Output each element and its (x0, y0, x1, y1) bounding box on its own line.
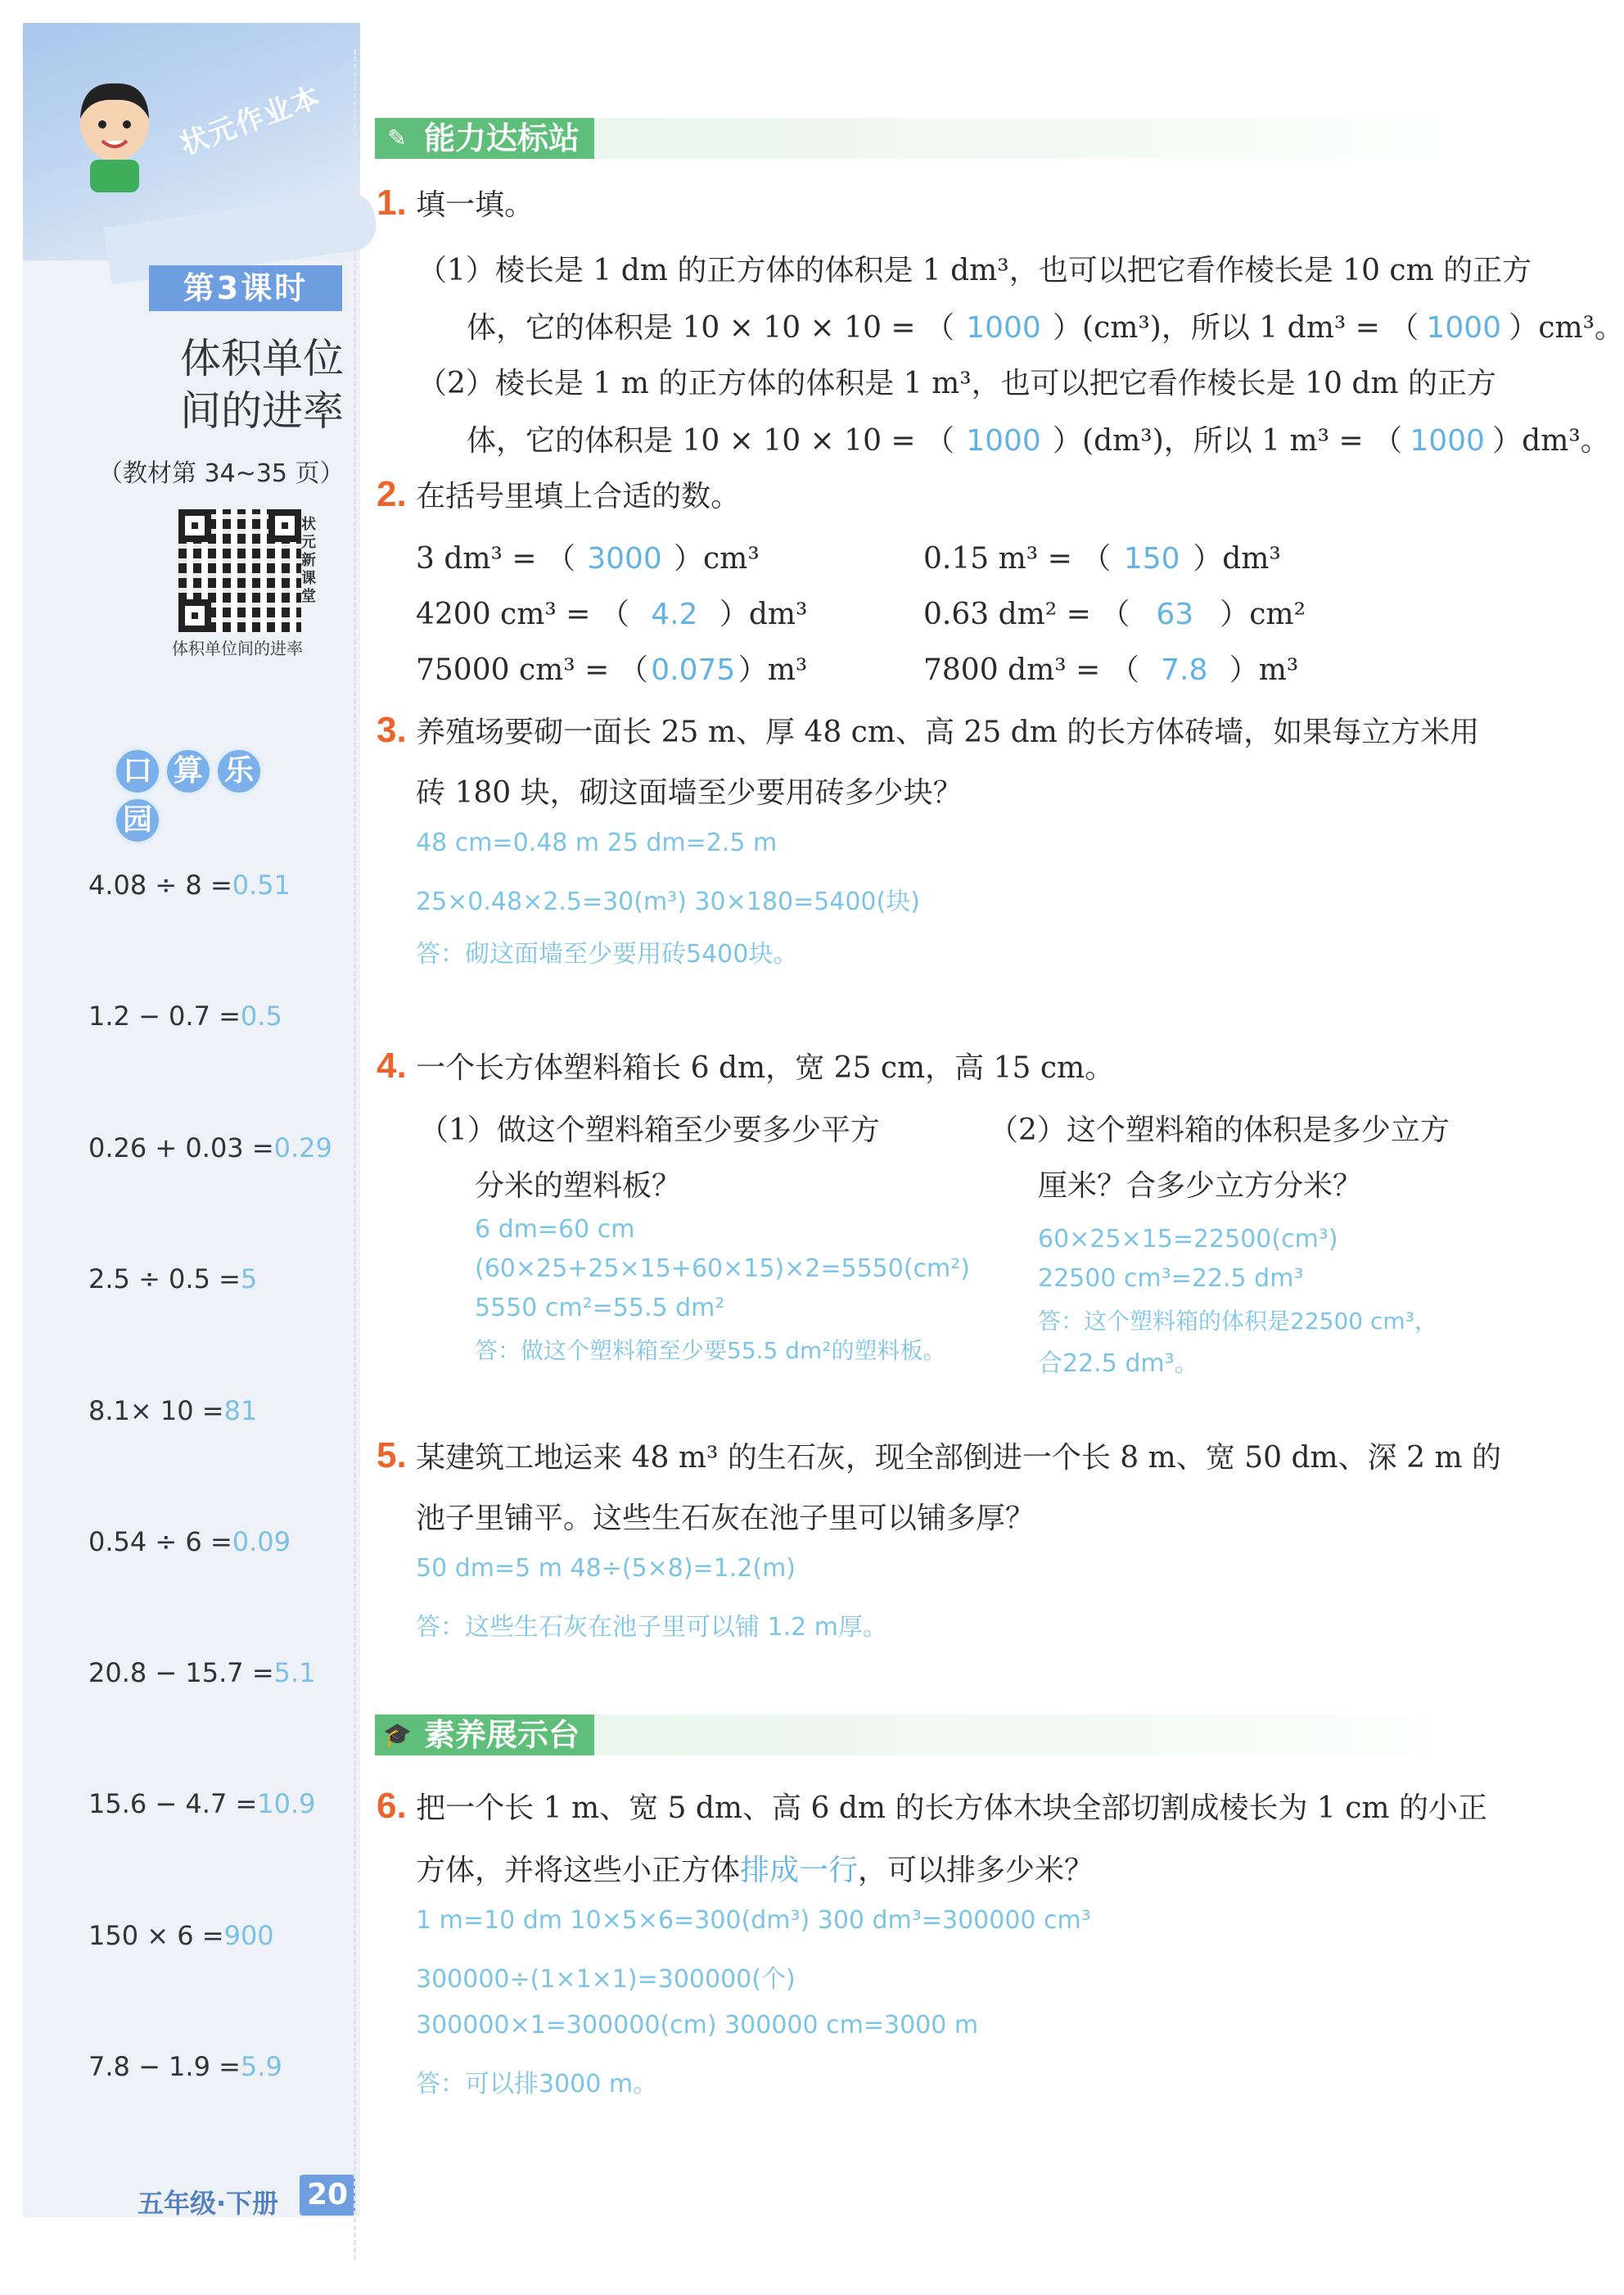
section-header-literacy (375, 1714, 1488, 1755)
oral-item (88, 2051, 282, 2082)
handwritten-answer: 25×0.48×2.5=30(m³) 30×180=5400(块) (416, 888, 920, 916)
oral-item (88, 870, 291, 901)
handwritten-answer: 答：这些生石灰在池子里可以铺 1.2 m厚。 (416, 1613, 888, 1642)
handwritten-answer: 答：可以排3000 m。 (416, 2070, 658, 2098)
answer-blank: 0.075 (651, 653, 736, 687)
oral-item (88, 1263, 257, 1294)
oral-answer: 900 (223, 1920, 274, 1951)
handwritten-answer: 50 dm=5 m 48÷(5×8)=1.2(m) (416, 1554, 796, 1583)
pencil-icon: ✎ (387, 124, 407, 151)
q4-sub2: 厘米？合多少立方分米？ (1038, 1169, 1363, 1203)
oral-answer: 0.5 (240, 1001, 282, 1032)
handwritten-answer: 合22.5 dm³。 (1038, 1349, 1199, 1378)
oral-question: 0.54 ÷ 6 = (88, 1526, 232, 1557)
question-text: 砖 180 块，砌这面墙至少要用砖多少块？ (416, 776, 963, 810)
footer-grade: 五年级·下册 (138, 2188, 279, 2219)
answer-blank: 1000 (1426, 311, 1502, 345)
oral-answer: 5.1 (273, 1657, 316, 1688)
handwritten-answer: 答：做这个塑料箱至少要55.5 dm²的塑料板。 (475, 1337, 946, 1364)
oral-calc-badge (113, 747, 300, 837)
page-number: 20 (300, 2175, 355, 2216)
handwritten-answer: 5550 cm²=55.5 dm² (475, 1294, 725, 1322)
oral-question: 0.26 + 0.03 = (88, 1132, 274, 1163)
question-6 (377, 1785, 1487, 1827)
handwritten-answer: 48 cm=0.48 m 25 dm=2.5 m (416, 829, 778, 857)
answer-blank: 1000 (966, 311, 1041, 345)
question-text: 养殖场要砌一面长 25 m、厚 48 cm、高 25 dm 的长方体砖墙，如果每立方米用 (416, 716, 1480, 749)
question-text: 方体，并将这些小正方体排成一行，可以排多少米？ (416, 1854, 1094, 1887)
oral-question: 7.8 − 1.9 = (88, 2051, 241, 2082)
answer-blank: 1000 (1410, 424, 1485, 458)
q4-sub1: （1）做这个塑料箱至少要多少平方 (419, 1114, 880, 1147)
oral-answer: 5.9 (240, 2051, 282, 2082)
q2-item: 3 dm³ = （ 3000 ）cm³ (416, 542, 760, 576)
question-title: 一个长方体塑料箱长 6 dm，宽 25 cm，高 15 cm。 (416, 1051, 1115, 1085)
handwritten-answer: 1 m=10 dm 10×5×6=300(dm³) 300 dm³=300000 cm³ (416, 1906, 1091, 1935)
oral-badge-char: 园 (113, 796, 162, 845)
qr-side-label: 状元新课堂 (301, 516, 316, 605)
q1-part1-line2: 体，它的体积是 10 × 10 × 10 = （ 1000 ）(cm³)，所以 1 dm³ = （ 1000 ）cm³。 (467, 311, 1624, 345)
question-number: 1. (377, 183, 407, 223)
q1-part2-line2: 体，它的体积是 10 × 10 × 10 = （ 1000 ）(dm³)，所以 1 m³ = （ 1000 ）dm³。 (467, 424, 1610, 458)
answer-blank: 1000 (966, 424, 1041, 458)
q1-part1-line1: （1）棱长是 1 dm 的正方体的体积是 1 dm³，也可以把它看作棱长是 10 cm 的正方 (417, 254, 1532, 287)
q2-item: 7800 dm³ = （ 7.8 ）m³ (923, 653, 1299, 687)
oral-question: 20.8 − 15.7 = (88, 1657, 274, 1688)
answer-blank: 150 (1123, 542, 1180, 576)
divider (354, 49, 356, 2260)
answer-blank: 4.2 (651, 598, 698, 631)
question-text: 某建筑工地运来 48 m³ 的生石灰，现全部倒进一个长 8 m、宽 50 dm、深 2 m 的 (416, 1441, 1502, 1475)
oral-item (88, 1920, 274, 1951)
q2-item: 75000 cm³ = （0.075）m³ (416, 653, 808, 687)
lesson-title-line-2: 间的进率 (180, 387, 344, 435)
oral-question: 15.6 − 4.7 = (88, 1788, 258, 1819)
section-title: ✎ 能力达标站 (375, 118, 594, 159)
section-title: 🎓 素养展示台 (375, 1714, 594, 1755)
oral-item (88, 1395, 257, 1426)
oral-badge-char: 口 (113, 747, 162, 796)
qr-caption: 体积单位间的进率 (172, 639, 303, 658)
question-number: 2. (377, 474, 407, 514)
oral-badge-char: 乐 (214, 747, 264, 796)
question-title: 填一填。 (416, 188, 535, 222)
oral-item (88, 1132, 332, 1163)
q2-item: 0.15 m³ = （ 150 ）dm³ (923, 542, 1281, 576)
handwritten-answer: 300000×1=300000(cm) 300000 cm=3000 m (416, 2011, 979, 2040)
oral-item (88, 1526, 291, 1557)
q2-item: 4200 cm³ = （ 4.2 ）dm³ (416, 598, 808, 631)
lesson-title (98, 332, 344, 437)
lesson-badge: 第3课时 (149, 265, 342, 311)
textbook-reference: （教材第 34~35 页） (98, 459, 345, 488)
handwritten-answer: 6 dm=60 cm (475, 1215, 635, 1244)
question-2 (377, 473, 740, 515)
handwritten-answer: 60×25×15=22500(cm³) (1038, 1225, 1338, 1254)
oral-question: 8.1× 10 = (88, 1395, 224, 1426)
q4-sub2: （2）这个塑料箱的体积是多少立方 (989, 1114, 1450, 1147)
handwritten-answer: 22500 cm³=22.5 dm³ (1038, 1264, 1304, 1293)
handwritten-answer: 答：砌这面墙至少要用砖5400块。 (416, 940, 798, 969)
handwritten-answer: 答：这个塑料箱的体积是22500 cm³， (1038, 1308, 1437, 1335)
question-3 (377, 709, 1479, 751)
highlighted-text: 排成一行 (740, 1854, 859, 1887)
brand-name: 状元作业本 (175, 80, 326, 162)
graduation-cap-icon: 🎓 (383, 1721, 412, 1748)
q1-part2-line1: （2）棱长是 1 m 的正方体的体积是 1 m³，也可以把它看作棱长是 10 dm 的正方 (417, 367, 1496, 400)
oral-answer: 81 (223, 1395, 258, 1426)
oral-badge-char: 算 (164, 747, 213, 796)
question-4 (377, 1045, 1114, 1087)
answer-blank: 3000 (587, 542, 662, 576)
qr-code[interactable] (178, 509, 301, 632)
oral-answer: 5 (240, 1263, 258, 1294)
q2-item: 0.63 dm² = （ 63 ）cm² (923, 598, 1306, 631)
question-1 (377, 182, 534, 224)
question-title: 在括号里填上合适的数。 (416, 480, 741, 513)
lesson-title-line-1: 体积单位 (180, 335, 344, 382)
oral-question: 1.2 − 0.7 = (88, 1001, 241, 1032)
student-mascot-icon (65, 74, 164, 197)
question-number: 4. (377, 1046, 407, 1086)
answer-blank: 63 (1156, 598, 1194, 631)
oral-question: 2.5 ÷ 0.5 = (88, 1263, 241, 1294)
oral-item (88, 1788, 316, 1819)
question-text: 池子里铺平。这些生石灰在池子里可以铺多厚？ (416, 1502, 1035, 1535)
handwritten-answer: (60×25+25×15+60×15)×2=5550(cm²) (475, 1254, 970, 1283)
oral-item (88, 1657, 316, 1688)
oral-question: 4.08 ÷ 8 = (88, 870, 232, 901)
oral-answer: 0.09 (232, 1526, 291, 1557)
handwritten-answer: 300000÷(1×1×1)=300000(个) (416, 1965, 796, 1994)
q4-sub1: 分米的塑料板？ (475, 1169, 682, 1203)
question-number: 6. (377, 1786, 407, 1826)
oral-item (88, 1001, 282, 1032)
question-5 (377, 1434, 1501, 1476)
oral-answer: 10.9 (257, 1788, 316, 1819)
section-header-ability (375, 118, 1488, 159)
question-number: 3. (377, 710, 407, 750)
oral-question: 150 × 6 = (88, 1920, 224, 1951)
oral-answer: 0.29 (273, 1132, 332, 1163)
question-number: 5. (377, 1435, 407, 1475)
oral-answer: 0.51 (232, 870, 291, 901)
question-text: 把一个长 1 m、宽 5 dm、高 6 dm 的长方体木块全部切割成棱长为 1 cm 的小正 (416, 1791, 1488, 1825)
answer-blank: 7.8 (1161, 653, 1208, 687)
